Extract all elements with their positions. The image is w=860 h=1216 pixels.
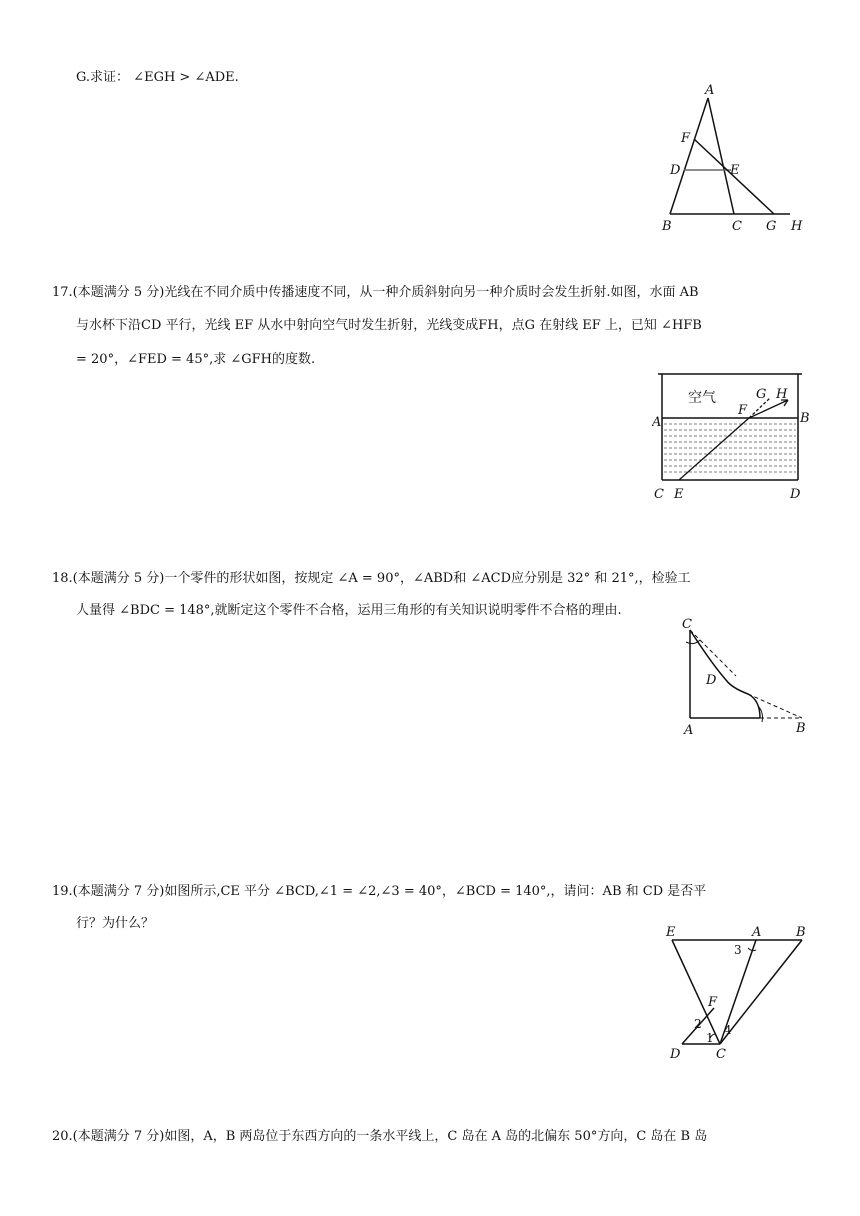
q17-text-line-1: 17.(本题满分 5 分)光线在不同介质中传播速度不同，从一种介质斜射向另一种介质时会发生折射.如图，水面 AB	[52, 285, 699, 300]
q18-text-line-1: 18.(本题满分 5 分)一个零件的形状如图，按规定 ∠A = 90°，∠ABD和 ∠ACD应分别是 32° 和 21°,，检验工	[52, 571, 691, 586]
q19-label-c: C	[716, 1047, 726, 1062]
q18-figure	[672, 614, 822, 744]
q17-label-c: C	[654, 487, 664, 502]
q17-text-line-2: 与水杯下沿CD 平行，光线 EF 从水中射向空气时发生折射，光线变成FH，点G 在射线 EF 上，已知 ∠HFB	[76, 318, 702, 333]
q20-text-line-1: 20.(本题满分 7 分)如图，A，B 两岛位于东西方向的一条水平线上，C 岛在 A 岛的北偏东 50°方向，C 岛在 B 岛	[52, 1129, 708, 1144]
q16-label-c: C	[732, 219, 742, 234]
q18-label-b: B	[796, 721, 806, 736]
q17-label-g: G	[756, 387, 767, 402]
q16-label-g: G	[766, 219, 777, 234]
q17-label-b: B	[800, 411, 810, 426]
q19-label-f: F	[708, 995, 718, 1010]
q19-label-b: B	[796, 925, 806, 940]
q17-air-label: 空气	[688, 390, 716, 406]
q16-label-h: H	[791, 219, 803, 234]
q17-label-d: D	[790, 487, 801, 502]
q17-text-line-3: = 20°，∠FED = 45°,求 ∠GFH的度数.	[76, 352, 316, 367]
q16-label-a: A	[705, 83, 715, 98]
q19-angle-1: 1	[706, 1031, 714, 1045]
q17-label-e: E	[674, 487, 684, 502]
q18-label-a: A	[684, 723, 694, 738]
q19-text-line-1: 19.(本题满分 7 分)如图所示,CE 平分 ∠BCD,∠1 = ∠2,∠3 = 40°，∠BCD = 140°,，请问：AB 和 CD 是否平	[52, 884, 707, 899]
q19-angle-4: 4	[724, 1023, 732, 1037]
q19-text-line-2: 行？为什么？	[76, 916, 155, 931]
q16-label-b: B	[662, 219, 672, 234]
q19-angle-3: 3	[734, 943, 742, 957]
q19-figure	[660, 922, 820, 1062]
q19-label-a: A	[752, 925, 762, 940]
q19-label-e: E	[666, 925, 676, 940]
q17-label-a: A	[652, 415, 662, 430]
q16-label-f: F	[681, 131, 691, 146]
q18-label-d: D	[706, 673, 717, 688]
q18-text-line-2: 人量得 ∠BDC = 148°,就断定这个零件不合格，运用三角形的有关知识说明零件不合格的理由.	[76, 603, 622, 618]
q19-angle-2: 2	[694, 1017, 702, 1031]
q18-label-c: C	[682, 617, 692, 632]
q17-label-h: H	[776, 387, 788, 402]
q19-label-d: D	[670, 1047, 681, 1062]
q17-label-f: F	[738, 403, 748, 418]
q17-figure	[652, 368, 812, 508]
q16-label-e: E	[730, 163, 740, 178]
q16-conclusion: G.求证： ∠EGH > ∠ADE.	[76, 70, 239, 85]
q16-figure	[650, 82, 810, 242]
q16-label-d: D	[670, 163, 681, 178]
